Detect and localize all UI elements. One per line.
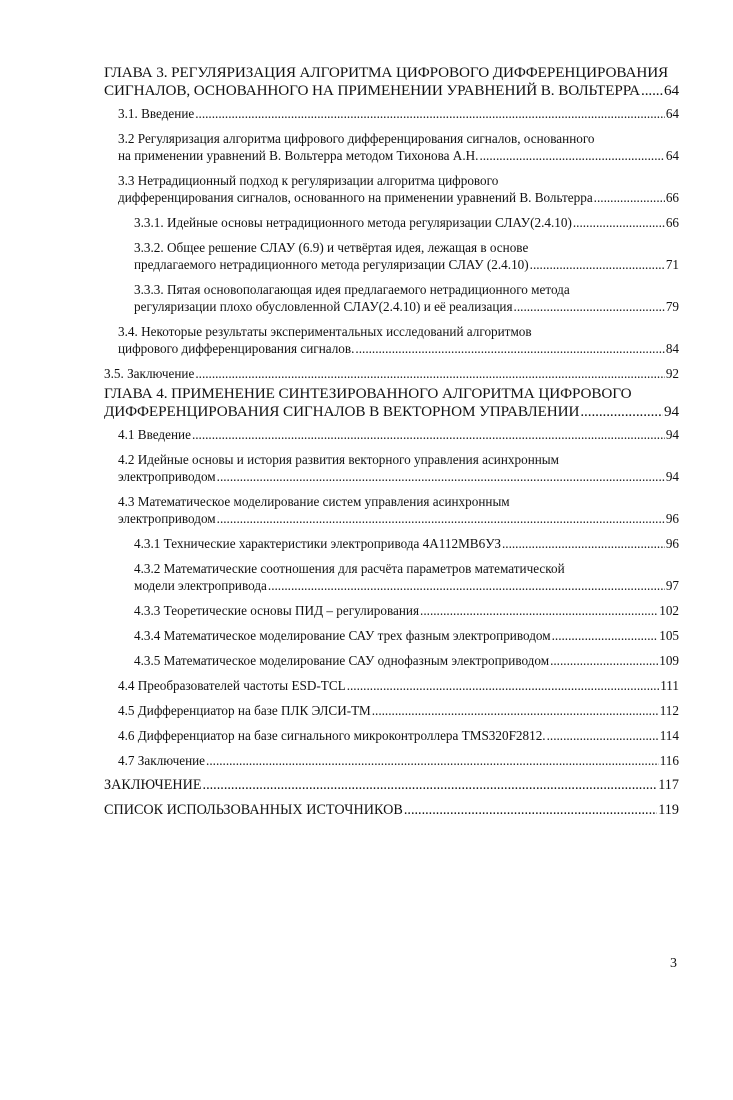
toc-entry-3-1 <box>104 105 679 122</box>
toc-page-number: 64 <box>664 82 679 99</box>
toc-page-number: 96 <box>665 536 679 551</box>
toc-entry-3-2 <box>104 130 679 164</box>
toc-entry-line: ГЛАВА 4. ПРИМЕНЕНИЕ СИНТЕЗИРОВАННОГО АЛГОРИТМА ЦИФРОВОГО <box>104 385 632 402</box>
toc-entry-line: 3.5. Заключение <box>104 366 195 381</box>
dot-leader <box>530 256 665 273</box>
dot-leader <box>547 727 659 744</box>
toc-entry-line: 4.7 Заключение <box>118 753 206 768</box>
dot-leader <box>594 189 665 206</box>
dot-leader <box>217 510 665 527</box>
toc-entry-3-3-3 <box>104 281 679 315</box>
toc-page-number: 112 <box>659 703 679 718</box>
dot-leader <box>217 468 665 485</box>
toc-entry-line: 3.4. Некоторые результаты экспериментальных исследований алгоритмов <box>118 324 532 339</box>
page-number: 3 <box>670 956 677 971</box>
toc-entry-4-5 <box>104 702 679 719</box>
toc-page-number: 66 <box>665 215 679 230</box>
toc-entry-line: регуляризации плохо обусловленной СЛАУ(2.4.10) и её реализация <box>134 299 513 314</box>
toc-page-number: 64 <box>665 148 679 163</box>
toc-page-number: 94 <box>665 427 679 442</box>
toc-page-number: 105 <box>659 628 679 643</box>
toc-entry-line: 4.3.5 Математическое моделирование САУ однофазным электроприводом <box>134 653 550 668</box>
toc-entry-line: СПИСОК ИСПОЛЬЗОВАННЫХ ИСТОЧНИКОВ <box>104 802 403 818</box>
toc-page-number: 119 <box>658 802 679 818</box>
toc-entry-3-4 <box>104 323 679 357</box>
toc-page-number: 94 <box>664 403 679 420</box>
toc-entry-line: 3.3.3. Пятая основополагающая идея предлагаемого нетрадиционного метода <box>134 282 570 297</box>
toc-entry-line: модели электропривода <box>134 578 267 593</box>
toc-entry-references <box>104 802 679 819</box>
toc-entry-4-6 <box>104 727 679 744</box>
toc-entry-line: ДИФФЕРЕНЦИРОВАНИЯ СИГНАЛОВ В ВЕКТОРНОМ УПРАВЛЕНИИ <box>104 403 580 420</box>
dot-leader <box>502 535 665 552</box>
dot-leader <box>550 652 658 669</box>
toc-entry-4-3-3 <box>104 602 679 619</box>
toc-page-number: 84 <box>665 341 679 356</box>
toc-page-number: 109 <box>659 653 679 668</box>
toc-entry-4-3-4 <box>104 627 679 644</box>
toc-entry-line: 4.3.4 Математическое моделирование САУ трех фазным электроприводом <box>134 628 551 643</box>
toc-entry-3-3-2 <box>104 239 679 273</box>
toc-page-number: 116 <box>659 753 679 768</box>
toc-entry-3-3-1 <box>104 214 679 231</box>
dot-leader <box>347 677 660 694</box>
toc-entry-chapter-3 <box>104 64 679 100</box>
toc-page-number: 97 <box>665 578 679 593</box>
dot-leader <box>580 403 663 421</box>
toc-entry-4-3-5 <box>104 652 679 669</box>
toc-entry-line: электроприводом <box>118 469 216 484</box>
toc-entry-line: СИГНАЛОВ, ОСНОВАННОГО НА ПРИМЕНЕНИИ УРАВНЕНИЙ В. ВОЛЬТЕРРА <box>104 82 640 99</box>
dot-leader <box>420 602 658 619</box>
toc-entry-4-7 <box>104 752 679 769</box>
toc-page-number: 94 <box>665 469 679 484</box>
dot-leader <box>573 214 665 231</box>
toc-entry-line: электроприводом <box>118 511 216 526</box>
toc-entry-line: ГЛАВА 3. РЕГУЛЯРИЗАЦИЯ АЛГОРИТМА ЦИФРОВОГО ДИФФЕРЕНЦИРОВАНИЯ <box>104 64 669 81</box>
toc-entry-line: 4.2 Идейные основы и история развития векторного управления асинхронным <box>118 452 560 467</box>
table-of-contents <box>104 64 679 819</box>
toc-page-number: 111 <box>660 678 679 693</box>
toc-entry-3-5 <box>104 365 679 382</box>
dot-leader <box>641 82 663 100</box>
dot-leader <box>514 298 665 315</box>
dot-leader <box>195 105 665 122</box>
dot-leader <box>206 752 659 769</box>
dot-leader <box>203 777 658 794</box>
dot-leader <box>479 147 664 164</box>
dot-leader <box>195 365 664 382</box>
dot-leader <box>192 426 665 443</box>
toc-entry-4-4 <box>104 677 679 694</box>
toc-entry-4-3 <box>104 493 679 527</box>
toc-entry-line: 4.3.1 Технические характеристики электропривода 4А112МВ6УЗ <box>134 536 501 551</box>
toc-page-number: 71 <box>665 257 679 272</box>
toc-entry-line: на применении уравнений В. Вольтерра методом Тихонова А.Н. <box>118 148 479 163</box>
toc-page-number: 79 <box>665 299 679 314</box>
toc-entry-line: 4.6 Дифференциатор на базе сигнального микроконтроллера TMS320F2812. <box>118 728 546 743</box>
toc-page-number: 66 <box>665 190 679 205</box>
dot-leader <box>552 627 659 644</box>
toc-entry-line: 4.3.3 Теоретические основы ПИД – регулирования <box>134 603 420 618</box>
toc-entry-line: цифрового дифференцирования сигналов. <box>118 341 355 356</box>
toc-entry-4-3-1 <box>104 535 679 552</box>
toc-entry-chapter-4 <box>104 385 679 421</box>
toc-entry-line: 3.1. Введение <box>118 106 195 121</box>
toc-entry-line: 3.3.1. Идейные основы нетрадиционного метода регуляризации СЛАУ(2.4.10) <box>134 215 572 230</box>
toc-entry-line: 4.1 Введение <box>118 427 191 442</box>
toc-entry-4-1 <box>104 426 679 443</box>
toc-entry-4-2 <box>104 451 679 485</box>
toc-entry-line: 4.3.2 Математические соотношения для расчёта параметров математической <box>134 561 565 576</box>
dot-leader <box>268 577 665 594</box>
toc-entry-line: 3.3 Нетрадиционный подход к регуляризации алгоритма цифрового <box>118 173 499 188</box>
toc-entry-conclusion <box>104 777 679 794</box>
dot-leader <box>372 702 659 719</box>
toc-page-number: 117 <box>658 777 679 793</box>
toc-entry-line: 4.5 Дифференциатор на базе ПЛК ЭЛСИ-ТМ <box>118 703 371 718</box>
toc-page-number: 96 <box>665 511 679 526</box>
toc-entry-line: ЗАКЛЮЧЕНИЕ <box>104 777 202 793</box>
toc-page-number: 64 <box>665 106 679 121</box>
toc-entry-line: 4.4 Преобразователей частоты ESD-TCL <box>118 678 346 693</box>
toc-page-number: 92 <box>665 366 679 381</box>
toc-entry-line: 3.3.2. Общее решение СЛАУ (6.9) и четвёртая идея, лежащая в основе <box>134 240 529 255</box>
dot-leader <box>355 340 664 357</box>
toc-entry-line: предлагаемого нетрадиционного метода регуляризации СЛАУ (2.4.10) <box>134 257 529 272</box>
toc-entry-line: дифференцирования сигналов, основанного на применении уравнений В. Вольтерра <box>118 190 593 205</box>
toc-entry-3-3 <box>104 172 679 206</box>
toc-page-number: 114 <box>659 728 679 743</box>
toc-page-number: 102 <box>659 603 679 618</box>
toc-entry-line: 4.3 Математическое моделирование систем управления асинхронным <box>118 494 510 509</box>
dot-leader <box>404 802 657 819</box>
toc-entry-line: 3.2 Регуляризация алгоритма цифрового дифференцирования сигналов, основанного <box>118 131 595 146</box>
toc-entry-4-3-2 <box>104 560 679 594</box>
